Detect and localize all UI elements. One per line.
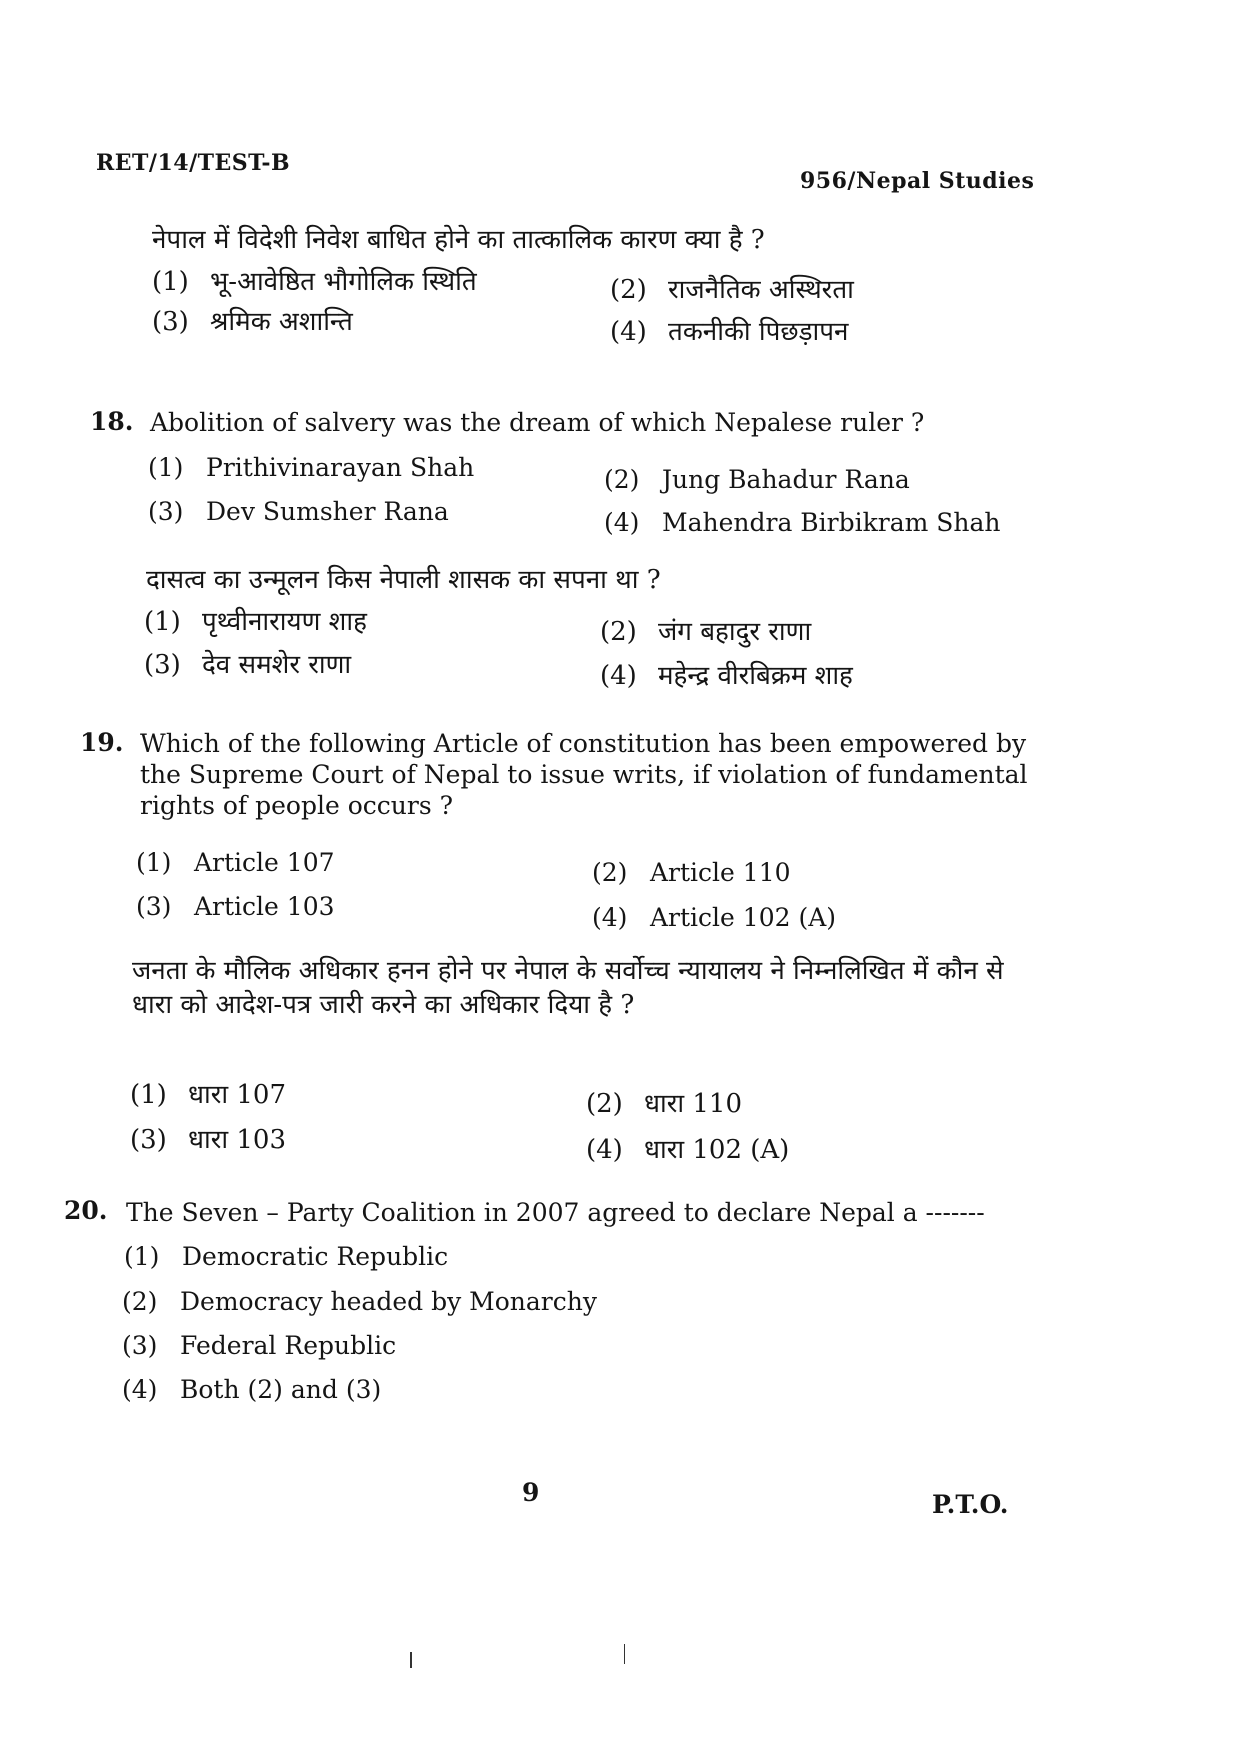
q18-hindi-option-3: [144, 645, 351, 681]
option-number: (3): [122, 1331, 158, 1360]
q18-hindi-option-1: [144, 602, 367, 638]
q20-option-2: [122, 1287, 597, 1316]
pto-label: P.T.O.: [932, 1490, 1009, 1519]
option-number: (2): [586, 1089, 623, 1119]
option-text: Article 110: [650, 858, 791, 887]
option-text: Democracy headed by Monarchy: [180, 1287, 597, 1316]
q17-hindi-option-4: [610, 312, 849, 348]
q18-option-2: [604, 465, 910, 494]
scan-mark: [410, 1652, 412, 1668]
option-number: (2): [122, 1287, 158, 1316]
option-text: धारा 103: [188, 1125, 286, 1155]
q18-hindi-stem: दासत्व का उन्मूलन किस नेपाली शासक का सपना था ?: [146, 565, 661, 595]
q19-hindi-option-3: [130, 1120, 286, 1156]
option-number: (3): [136, 892, 172, 921]
q18-option-1: [148, 453, 474, 482]
option-number: (3): [148, 497, 184, 526]
option-number: (2): [610, 275, 647, 305]
option-text: Both (2) and (3): [180, 1375, 382, 1404]
option-text: राजनैतिक अस्थिरता: [668, 275, 854, 305]
option-text: Federal Republic: [180, 1331, 397, 1360]
option-text: Article 102 (A): [650, 903, 837, 932]
q19-number: 19.: [80, 728, 124, 757]
option-number: (1): [136, 848, 172, 877]
q18-hindi-option-4: [600, 656, 853, 692]
q20-stem: The Seven – Party Coalition in 2007 agreed to declare Nepal a -------: [126, 1198, 985, 1227]
option-number: (3): [152, 307, 189, 337]
option-number: (2): [600, 617, 637, 647]
option-text: Prithivinarayan Shah: [206, 453, 475, 482]
q17-hindi-stem: नेपाल में विदेशी निवेश बाधित होने का तात्कालिक कारण क्या है ?: [152, 225, 765, 255]
option-text: महेन्द्र वीरबिक्रम शाह: [658, 661, 853, 691]
q18-number: 18.: [90, 407, 134, 436]
option-text: धारा 110: [644, 1089, 742, 1119]
q18-option-4: [604, 508, 1001, 537]
q17-hindi-option-2: [610, 270, 854, 306]
option-number: (1): [148, 453, 184, 482]
q19-stem: Which of the following Article of constitution has been empowered by the Supreme Court of Nepal to issue writs, if violation of fundamental rights of people occurs ?: [140, 729, 1028, 820]
option-number: (4): [586, 1135, 623, 1165]
option-text: Democratic Republic: [182, 1242, 449, 1271]
option-text: देव समशेर राणा: [202, 650, 352, 680]
option-text: धारा 107: [188, 1080, 286, 1110]
option-text: तकनीकी पिछड़ापन: [668, 317, 849, 347]
option-text: पृथ्वीनारायण शाह: [202, 607, 367, 637]
q18-hindi-option-2: [600, 612, 811, 648]
option-number: (2): [592, 858, 628, 887]
option-text: Article 107: [194, 848, 335, 877]
option-text: Dev Sumsher Rana: [206, 497, 449, 526]
option-number: (3): [144, 650, 181, 680]
q20-option-4: [122, 1375, 381, 1404]
q17-hindi-option-1: [152, 262, 477, 298]
q19-option-4: [592, 903, 836, 932]
q19-hindi-stem: जनता के मौलिक अधिकार हनन होने पर नेपाल के सर्वोच्च न्यायालय ने निम्नलिखित में कौन से धारा को आदेश-पत्र जारी करने का अधिकार दिया है ?: [132, 956, 1004, 1020]
option-number: (1): [144, 607, 181, 637]
option-number: (1): [152, 267, 189, 297]
option-number: (4): [610, 317, 647, 347]
q17-hindi-option-3: [152, 302, 353, 338]
option-text: जंग बहादुर राणा: [658, 617, 812, 647]
q19-hindi-option-4: [586, 1130, 789, 1166]
option-text: Mahendra Birbikram Shah: [662, 508, 1001, 537]
q18-option-3: [148, 497, 449, 526]
q19-hindi-option-1: [130, 1075, 286, 1111]
option-text: Article 103: [194, 892, 335, 921]
q20-option-1: [124, 1242, 448, 1271]
q20-option-3: [122, 1331, 396, 1360]
option-number: (3): [130, 1125, 167, 1155]
option-number: (4): [604, 508, 640, 537]
scan-mark: [624, 1644, 625, 1664]
option-number: (1): [130, 1080, 167, 1110]
option-text: श्रमिक अशान्ति: [210, 307, 353, 337]
option-number: (1): [124, 1242, 160, 1271]
option-text: भू-आवेष्ठित भौगोलिक स्थिति: [210, 267, 477, 297]
subject-title: 956/Nepal Studies: [800, 168, 1035, 194]
option-number: (4): [122, 1375, 158, 1404]
q18-stem: Abolition of salvery was the dream of which Nepalese ruler ?: [150, 408, 925, 437]
test-code: RET/14/TEST-B: [96, 150, 291, 176]
q19-option-2: [592, 858, 791, 887]
q19-hindi-option-2: [586, 1084, 742, 1120]
page-number: 9: [522, 1478, 540, 1507]
q19-option-1: [136, 848, 335, 877]
option-number: (4): [592, 903, 628, 932]
q20-number: 20.: [64, 1196, 108, 1225]
option-text: धारा 102 (A): [644, 1135, 790, 1165]
option-number: (4): [600, 661, 637, 691]
q19-option-3: [136, 892, 335, 921]
option-number: (2): [604, 465, 640, 494]
option-text: Jung Bahadur Rana: [662, 465, 910, 494]
